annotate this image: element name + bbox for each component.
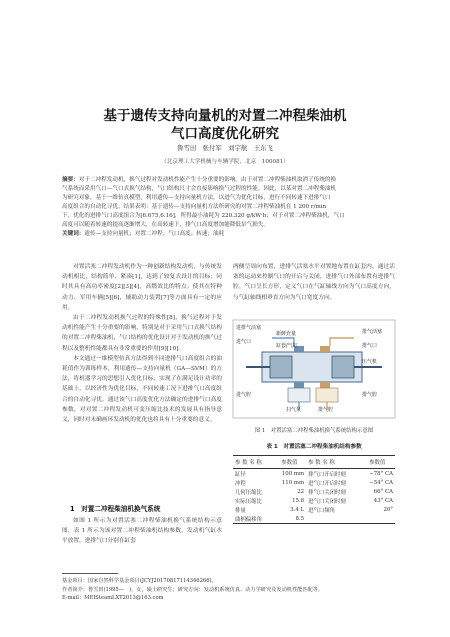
- label-pump: 扫气泵: [286, 407, 302, 413]
- section-paragraph: 如图 1 所示为对置活塞二冲程柴油机换气系统结构示意图，表 1 所示为该对置二冲程柴油机结构参数，发动机气缸水平放置，进排气口分别在缸套: [62, 518, 222, 545]
- table-row: 几何压缩比 22 排气口关闭时刻 66° CA: [235, 488, 393, 496]
- table-header: 参 数 名 称: [306, 456, 359, 469]
- paper-title-line2: 气口高度优化研究: [171, 126, 279, 142]
- abstract-line: 为研究对象，基于一维仿真模型，利用遗传—支持向量机方法，以进气为优化目标，进行不同转速下进排气口: [62, 195, 331, 201]
- table-header: 参 数 名 称: [233, 456, 273, 469]
- table-row: 实际压缩比 15.8 进气口关闭时刻 43° CA: [235, 497, 393, 505]
- label-exhaust-piston: 排气活塞: [362, 329, 383, 335]
- keywords: 关键词：遗传—支持向量机；对置二冲程；气口高度；转速；油耗: [62, 231, 225, 237]
- label-cylinder: 缸套/气缸: [276, 343, 298, 349]
- authors: 鲁雪田 张付军 刘宇航 王东飞: [177, 144, 273, 152]
- right-paragraph: 两侧呈周向布置，进排气活塞水平对置地布置在缸套内，通过活塞的运动来控制气口的开启与关闭，进排气口外部布置有进排气腔。气口呈长方形，定义气口在气缸轴线方向为气口高度方向，与气缸轴线相垂直方向为气口宽度方向。: [233, 264, 395, 301]
- paragraph: 对置活塞二冲程发动机作为一种创新结构发动机，与传统发动机相比，结构简单、紧凑[1]，达到了较复式设计的目标；同时其具有高功率密度[2][3][4]，高燃效比的特点；使其在特种动力、军用车辆[5][6]，辅助动力装置[7]等方面具有一定的应用。: [62, 264, 222, 311]
- parameters-table: [233, 455, 395, 524]
- footnote-line: E-mail：MEISteamLXT2013@163.com: [62, 595, 164, 601]
- left-column: [62, 262, 222, 425]
- paper-title-line1: 基于遗传支持向量机的对置二冲程柴油机: [103, 108, 347, 124]
- abstract-label: 摘要：: [62, 177, 79, 183]
- table-header: 参数值: [273, 456, 307, 469]
- abstract-line: 高度可以随着转速的提高逐渐增大，在高转速下，排气口高度增加能降低泵气损失。: [62, 222, 269, 228]
- abstract-line: 气系统而采用气口—气口式换气结构，气口结构尺寸会直接影响换气过程的性能。因此，以某对置二冲程柴油机: [62, 186, 337, 192]
- keywords-label: 关键词：: [62, 231, 85, 237]
- label-new-charge: 新鲜充量: [276, 331, 297, 337]
- intake-chamber: [288, 388, 310, 402]
- inlet-port-bottom: [294, 382, 304, 388]
- paragraph: 本文通过一维模型仿真方法得到不同进排气口高度组合的油耗值作为训练样本，利用遗传—支持向量机（GA—SVM）的方法，将机器学习的思想引入优化目标；实现了在满足设计功率的基础上，以经济性为优化目标，不同转速工况下进排气口高度组合的自动化寻优。通过该气口高度优化方法确定的进排气口高度参数，对对置二冲程发动机可变压缩比技术的发展具有指导意义，同时对未确画环发动机的优化也将具有十分重要的意义。: [62, 355, 222, 424]
- affiliation: （北京理工大学机械与车辆学院，北京 100081）: [161, 159, 289, 165]
- exhaust-port-top: [320, 346, 330, 352]
- abstract-line: 下，优化的进排气口高度组合为[6.675,6.16]，所得最小油耗为 220.320 g/kW·h；对于对置二冲程柴油机，气口: [62, 213, 345, 219]
- label-exhaust-port: 排气口: [362, 343, 378, 349]
- table-row: 冲程 110 mm 进气口开启时刻 −54° CA: [235, 479, 393, 487]
- section-heading: 1 对置二冲程柴油机换气系统: [70, 505, 161, 513]
- table-header-row: [233, 456, 395, 469]
- footnote-line: 基金项目：国家自然科学基金项目(JCYJ20170817114346266)。: [62, 578, 217, 584]
- table-row: 曲柄偏移角 8.5: [233, 514, 395, 524]
- label-exhaust-chamber: 排气腔: [362, 392, 378, 398]
- footnote: [62, 577, 398, 603]
- table-row: 缸径 100 mm 排气口开启时刻 −78° CA: [235, 470, 393, 478]
- abstract: [62, 176, 392, 239]
- footnote-line: 作者简介：鲁雪田(1995— )，女，硕士研究生；研究方向：发动机系统仿真、动力学研究及发动机性能匹配等。: [62, 586, 324, 593]
- label-inlet-port: 进气口: [236, 339, 252, 345]
- exhaust-port-bottom: [320, 382, 330, 388]
- figure-caption: 图 1 对置活塞二冲程柴油机换气系统结构示意图: [254, 428, 374, 434]
- label-intake-chamber: 进气腔: [236, 392, 252, 398]
- intake-piston: [270, 356, 292, 378]
- exhaust-chamber: [316, 388, 338, 402]
- table-caption: 表 1 对置活塞二冲程柴油机结构参数: [266, 444, 362, 450]
- paragraph: 由于二冲程发动机换气过程的特殊性[8]，换气过程对于发动机性能产生十分重要的影响，特别是对于采用气口式换气结构的对置二冲程柴油机，气口结构的优化设计对于发动机的换气过程以及整机性能都具有非常重要的作用[9][10]。: [62, 315, 222, 352]
- label-compressor: 压气机: [362, 359, 378, 365]
- label-exhaust-chamber-2: 排气腔: [318, 407, 334, 413]
- exhaust-piston: [332, 356, 354, 378]
- table-header: 参数值: [359, 456, 395, 469]
- footnote-divider: [62, 573, 118, 574]
- abstract-line: 高度组合的自动化寻优。结果表明：基于遗传—支持向量机方法所研究的对置二冲程柴油机在 1 200 r/min: [62, 204, 327, 210]
- abstract-line: 摘要：对于二冲程发动机，换气过程对发动机性能产生十分重要的影响。由于对置二冲程柴油机取消了传统的换: [62, 177, 337, 183]
- label-intake-piston: 进排气活塞: [236, 325, 262, 331]
- table-row: 排量 3.4 L 进气口频角 20°: [235, 506, 393, 514]
